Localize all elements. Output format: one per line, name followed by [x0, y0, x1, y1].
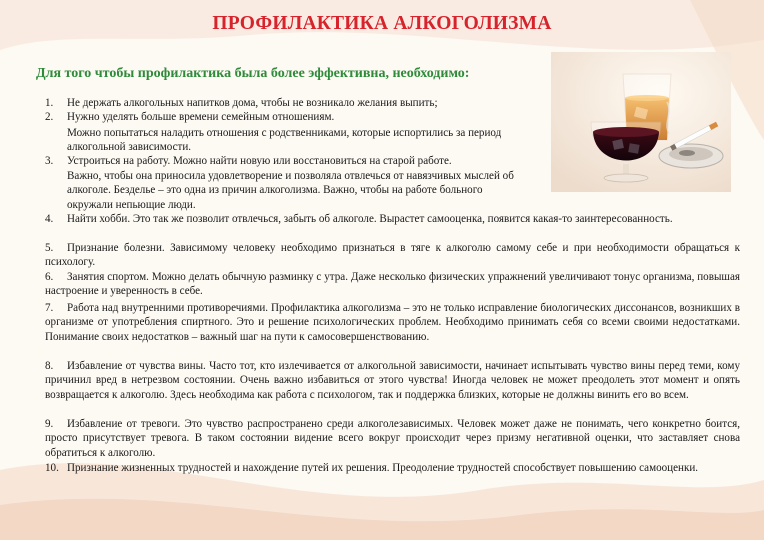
list-item	[45, 270, 740, 299]
list-item	[45, 110, 545, 124]
page-subtitle: Для того чтобы профилактика была более эффективна, необходимо:	[36, 66, 470, 81]
item-text: Занятия спортом. Можно делать обычную разминку с утра. Даже несколько физических упражнений увеличивают тонус организма, повышая настроение и уверенность в себе.	[45, 271, 740, 298]
item-text: Признание жизненных трудностей и нахождение путей их решения. Преодоление трудностей способствует повышению самооценки.	[67, 462, 699, 474]
list-item	[67, 126, 527, 155]
list-item	[45, 241, 740, 270]
item-text: Нужно уделять больше времени семейным отношениям.	[67, 111, 335, 123]
list-item	[45, 212, 740, 226]
list-item	[45, 417, 740, 460]
list-item	[45, 301, 740, 344]
item-number: 1.	[45, 97, 54, 109]
item-number: 9.	[45, 418, 54, 430]
item-number: 10.	[45, 462, 59, 474]
item-text: Признание болезни. Зависимому человеку необходимо признаться в тяге к алкоголю самому себе и при необходимости обращаться к психологу.	[45, 242, 740, 269]
item-number: 2.	[45, 111, 54, 123]
item-number: 5.	[45, 242, 54, 254]
item-text: Можно попытаться наладить отношения с родственниками, которые испортились за период алкогольной зависимости.	[67, 127, 502, 154]
item-text: Избавление от тревоги. Это чувство распространено среди алкоголезависимых. Человек может даже не понимать, чего конкретно боится, просто присутствует тревога. В таком состоянии видение всего вокруг происходит через призму негативной оценки, что заставляет снова обратиться к алкоголю.	[45, 418, 740, 459]
item-text: Избавление от чувства вины. Часто тот, кто излечивается от алкогольной зависимости, начинает испытывать чувство вины перед теми, кому причинил вред в нетрезвом состоянии. Очень важно избавиться от этого чувства! Иногда человек не может преодолеть этот момент и опять возвращается к алкоголю. Здесь необходима как работа с психологом, так и поддержка близких, которые не должны винить его во всем.	[45, 360, 740, 401]
item-text: Не держать алкогольных напитков дома, чтобы не возникало желания выпить;	[67, 97, 438, 109]
item-number: 3.	[45, 155, 54, 167]
list-item	[45, 96, 545, 110]
list-item	[45, 359, 740, 402]
page-title: ПРОФИЛАКТИКА АЛКОГОЛИЗМА	[212, 13, 552, 34]
item-text: Найти хобби. Это так же позволит отвлечься, забыть об алкоголе. Вырастет самооценка, появится какая-то заинтересованность.	[67, 213, 673, 225]
item-number: 6.	[45, 271, 54, 283]
item-number: 8.	[45, 360, 54, 372]
item-text: Устроиться на работу. Можно найти новую или восстановиться на старой работе.	[67, 155, 452, 167]
list-item	[45, 154, 545, 168]
item-text: Важно, чтобы она приносила удовлетворение и позволяла отвлечься от навязчивых мыслей об алкоголе. Безделье – это одна из причин алкоголизма. Важно, чтобы на работе больного окружали непьющие люди.	[67, 170, 514, 211]
item-number: 4.	[45, 213, 54, 225]
list-item	[67, 169, 527, 212]
item-text: Работа над внутренними противоречиями. Профилактика алкоголизма – это не только исправление биологических диссонансов, возникших в организме от употребления спиртного. Это и решение психологических проблем. Необходимо принимать себя со всеми своими недостатками. Понимание своих недостатков – важный шаг на пути к самосовершенствованию.	[45, 302, 740, 343]
list-item	[45, 461, 740, 475]
item-number: 7.	[45, 302, 54, 314]
